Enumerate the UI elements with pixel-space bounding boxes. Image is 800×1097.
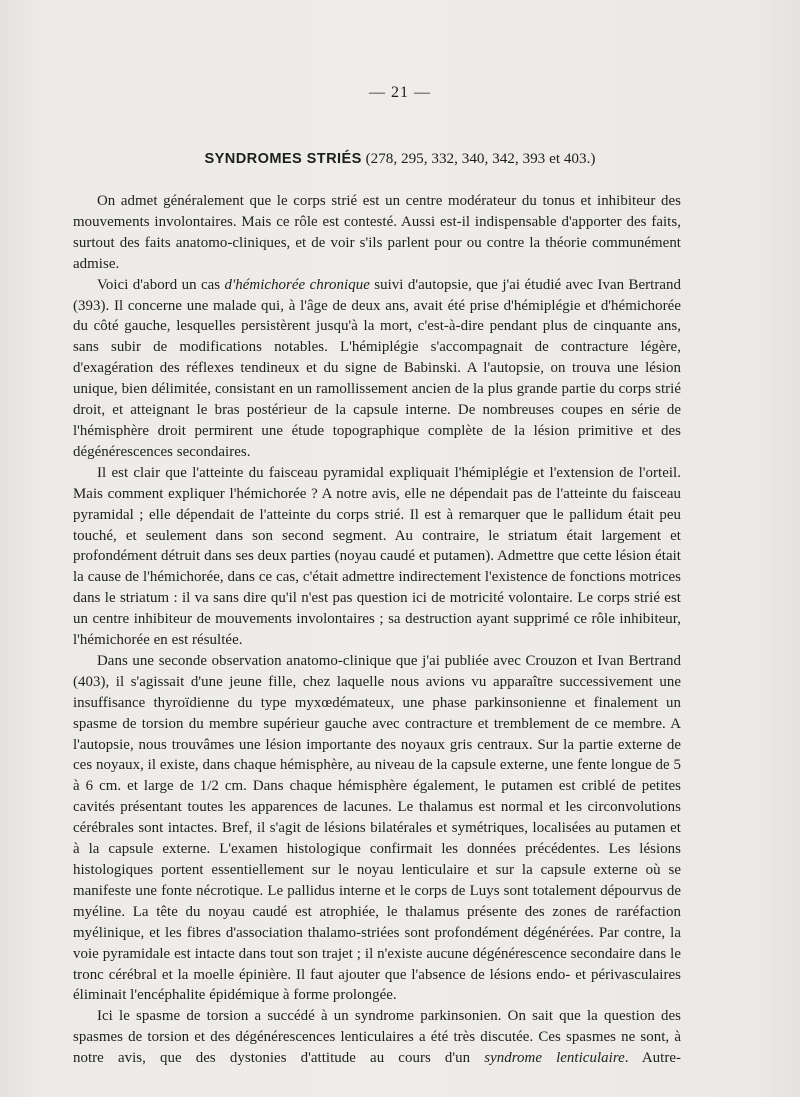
section-title: SYNDROMES STRIÉS xyxy=(204,151,362,167)
paragraph-4: Dans une seconde observation anatomo-clinique que j'ai publiée avec Crouzon et Ivan Bertrand (403), il s'agissait d'une jeune fille, chez laquelle nous avions vu apparaître successivement une insuffisance thyroïdienne du type myxœdémateux, une phase parkinsonienne et finalement un spasme de torsion du membre supérieur gauche avec contracture et tremblement de ce membre. A l'autopsie, nous trouvâmes une lésion importante des noyaux gris centraux. Sur la partie externe de ces noyaux, il existe, dans chaque hémisphère, au niveau de la capsule externe, une fente longue de 5 à 6 cm. et large de 1/2 cm. Dans chaque hémisphère également, le putamen est criblé de petites cavités présentant toutes les apparences de lacunes. Le thalamus est normal et les circonvolutions cérébrales sont intactes. Bref, il s'agit de lésions bilatérales et symétriques, localisées au putamen et à la capsule externe. L'examen histologique confirmait les données précédentes. Les lésions histologiques portent essentiellement sur le noyau lenticulaire et sur la capsule externe où se manifeste une fonte nécrotique. Le pallidus interne et le corps de Luys sont totalement dépourvus de myéline. La tête du noyau caudé est atrophiée, le thalamus présente des zones de raréfaction myélinique, et les fibres d'association thalamo-striées sont profondément dégénérées. Par contre, la voie pyramidale est intacte dans tout son trajet ; il n'existe aucune dégénérescence secondaire dans le tronc cérébral et la moelle épinière. Il faut ajouter que l'absence de lésions endo- et périvasculaires éliminait l'encéphalite épidémique à forme prolongée. xyxy=(73,652,681,1004)
page-number: — 21 — xyxy=(369,84,431,101)
paragraph-5-italic-term: syndrome lenticulaire xyxy=(484,1050,625,1067)
section-heading xyxy=(0,150,800,168)
paragraph-2-rest: suivi d'autopsie, que j'ai étudié avec Ivan Bertrand (393). Il concerne une malade qui, à l'âge de deux ans, avait été prise d'hémiplégie et d'hémichorée du côté gauche, lesquelles persistèrent jusqu'à la mort, c'est-à-dire pendant plus de cinquante ans, sans subir de modifications notables. L'hémiplégie s'accompagnait de contracture légère, d'exagération des réflexes tendineux et du signe de Babinski. A l'autopsie, on trouva une lésion unique, bien délimitée, consistant en un ramollissement ancien de la plus grande partie du corps strié droit, et atteignant le bras postérieur de la capsule interne. De nombreuses coupes en série de l'hémisphère droit permirent une étude topographique complète de la lésion primitive et des dégénérescences secondaires. xyxy=(73,276,682,460)
paragraph-3: Il est clair que l'atteinte du faisceau pyramidal expliquait l'hémiplégie et l'extension de l'orteil. Mais comment expliquer l'hémichorée ? A notre avis, elle ne dépendait pas de l'atteinte du faisceau pyramidal ; elle dépendait de l'atteinte du corps strié. Il est à remarquer que le pallidum était peu touché, et seulement dans son second segment. Au contraire, le striatum était largement et profondément détruit dans ses deux parties (noyau caudé et putamen). Admettre que cette lésion était la cause de l'hémichorée, dans ce cas, c'était admettre indirectement l'existence de fonctions motrices dans le striatum : il va sans dire qu'il n'est pas question ici de motricité volontaire. Le corps strié est un centre inhibiteur de mouvements involontaires ; sa destruction ayant supprimé ce rôle inhibiteur, l'hémichorée en est résultée. xyxy=(73,464,681,649)
paragraph-5 xyxy=(73,1006,681,1069)
paragraph-5-start: Ici le spasme de torsion a succédé à un syndrome parkinsonien. On sait que la question des spasmes de torsion et des dégénérescences lenticulaires a été très discutée. Ces spasmes ne sont, à notre avis, que des dystonies d'attitude au cours d'un xyxy=(73,1008,681,1067)
paragraph-2-italic-term: d'hémichorée chronique xyxy=(224,276,370,293)
paragraph-2 xyxy=(73,275,681,463)
paragraph-1: On admet généralement que le corps strié est un centre modérateur du tonus et inhibiteur des mouvements involontaires. Mais ce rôle est contesté. Aussi est-il indispensable d'apporter des faits, surtout des faits anatomo-cliniques, et de voir s'ils parlent pour ou contre la théorie communément admise. xyxy=(73,193,681,272)
body-text xyxy=(73,191,681,1069)
section-references: (278, 295, 332, 340, 342, 393 et 403.) xyxy=(365,150,596,167)
paragraph-5-rest: . Autre- xyxy=(624,1050,681,1067)
paragraph-2-start: Voici d'abord un cas xyxy=(97,276,225,293)
